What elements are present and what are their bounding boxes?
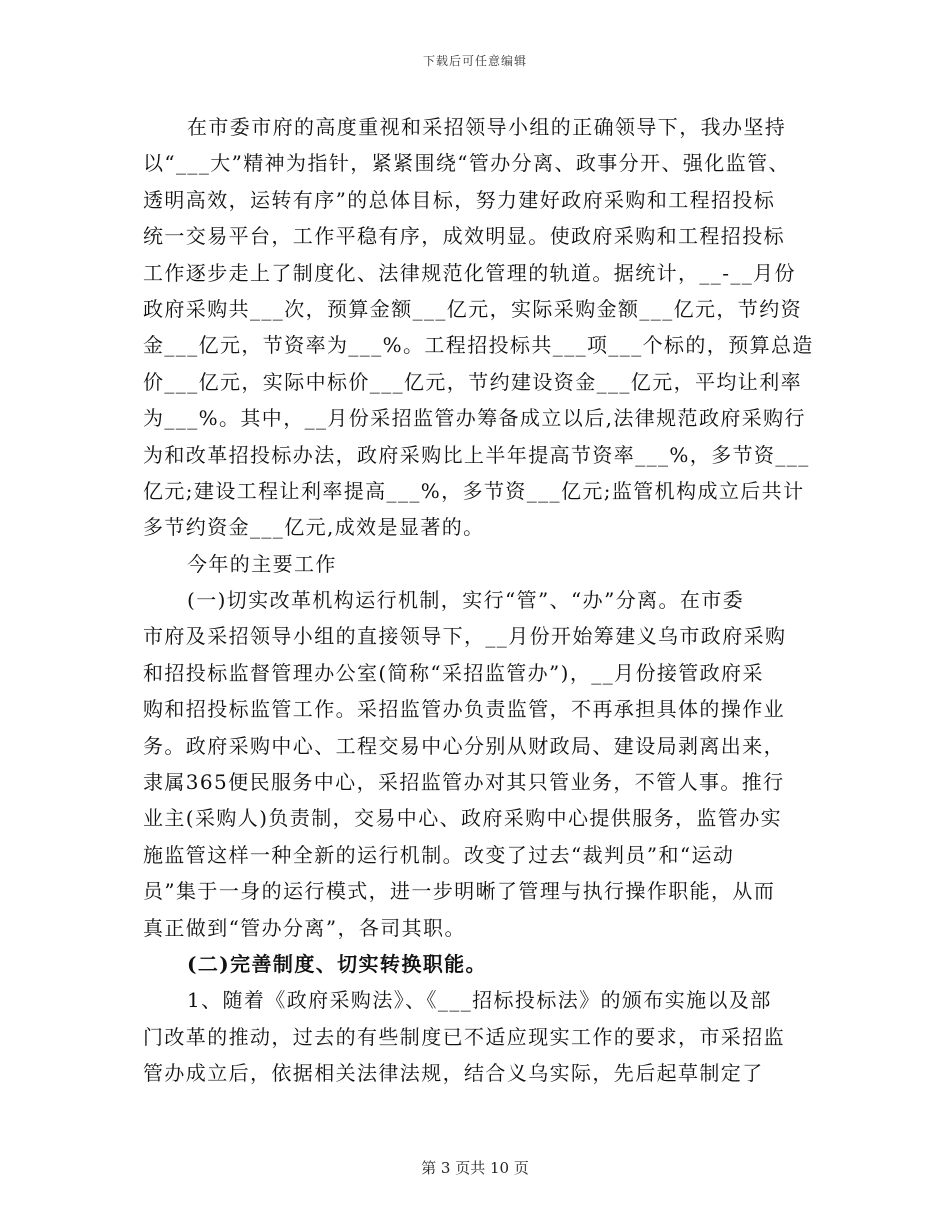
text-line: 政府采购共___次，预算金额___亿元，实际采购金额___亿元，节约资 [143,296,802,321]
text-line: 金___亿元，节资率为___%。工程招投标共___项___个标的，预算总造 [143,333,814,358]
text-line: 施监管这样一种全新的运行机制。改变了过去“裁判员”和“运动 [143,842,735,867]
text-line: 市府及采招领导小组的直接领导下，__月份开始筹建义乌市政府采购 [143,624,787,649]
text-line: 为___%。其中，__月份采招监管办筹备成立以后,法律规范政府采购行 [143,406,806,431]
text-line: 亿元;建设工程让利率提高___%，多节资___亿元;监管机构成立后共计 [143,478,805,503]
text-line: 门改革的推动，过去的有些制度已不适应现实工作的要求，市采招监 [143,1024,785,1049]
subsection-heading: (二)完善制度、切实转换职能。 [187,951,487,976]
text-line: 隶属365便民服务中心，采招监管办对其只管业务，不管人事。推行 [143,770,785,795]
text-line: 在市委市府的高度重视和采招领导小组的正确领导下，我办坚持 [187,115,787,139]
text-line: 价___亿元，实际中标价___亿元，节约建设资金___亿元，平均让利率 [143,369,802,394]
page-footer: 第 3 页共 10 页 [421,1159,529,1177]
text-line: 真正做到“管办分离”，各司其职。 [143,915,466,940]
text-line: 员”集于一身的运行模式，进一步明晰了管理与执行操作职能，从而 [143,879,776,904]
page-header: 下载后可任意编辑 [422,54,527,68]
text-line: 务。政府采购中心、工程交易中心分别从财政局、建设局剥离出来， [143,733,785,758]
text-line: 多节约资金___亿元,成效是显著的。 [143,515,485,540]
text-line: 为和改革招投标办法，政府采购比上半年提高节资率___%，多节资___ [143,442,810,467]
text-line: 统一交易平台，工作平稳有序，成效明显。使政府采购和工程招投标 [143,224,785,249]
text-line: 以“___大”精神为指针，紧紧围绕“管办分离、政事分开、强化监管、 [143,151,790,176]
text-line: 和招投标监督管理办公室(简称“采招监管办”)，__月份接管政府采 [143,660,764,685]
text-line: 1、随着《政府采购法》、《___招标投标法》的颁布实施以及部 [187,988,772,1013]
section-heading: 今年的主要工作 [187,551,337,576]
text-line: 工作逐步走上了制度化、法律规范化管理的轨道。据统计，__-__月份 [143,260,796,285]
text-line: 业主(采购人)负责制，交易中心、政府采购中心提供服务，监管办实 [143,806,783,831]
text-line: (一)切实改革机构运行机制，实行“管”、“办”分离。在市委 [187,588,745,613]
text-line: 购和招投标监管工作。采招监管办负责监管，不再承担具体的操作业 [143,697,785,722]
text-line: 管办成立后，依据相关法律法规，结合义乌实际，先后起草制定了 [143,1061,764,1086]
text-line: 透明高效，运转有序”的总体目标，努力建好政府采购和工程招投标 [143,187,776,212]
document-body [143,109,823,1092]
